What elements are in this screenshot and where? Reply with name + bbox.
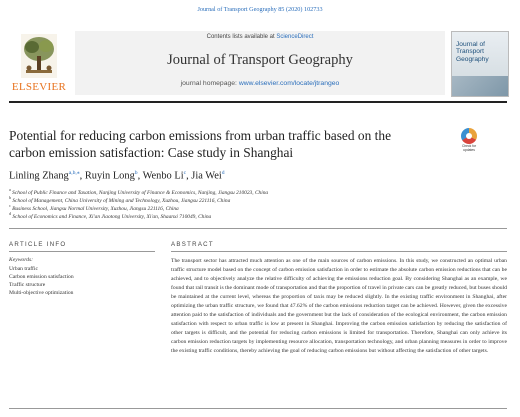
keywords-label: Keywords: <box>9 257 34 263</box>
check-for-updates-button[interactable] <box>458 128 480 154</box>
homepage-prefix: journal homepage: <box>180 80 239 87</box>
journal-info-box <box>75 31 445 95</box>
affiliation-item: $^c$ Business School, Jiangsu Normal University, Xuzhou, Jiangsu 221116, China <box>9 203 179 212</box>
keyword-item: Urban traffic <box>9 266 38 272</box>
contents-prefix: Contents lists available at <box>206 34 277 40</box>
journal-header <box>9 31 507 96</box>
abstract-text: The transport sector has attracted much attention as one of the main sources of carbon emissions. In this study, we constructed an optimal urban traffic structure model based on the concept of carbon emission satisfaction in order to estimate the absolute carbon emission reductions that can be achieved, and to objectively analyze the relative difficulty of achieving the emissions reduction goal. By considering Shanghai as an example, we found that rail transit is the dominant mode of transportation and that the proportion of travel in private cars can be greatly reduced, but buses should be maintained at the current level, whereas the proportion of taxis may be reduced slightly. In the existing traffic environment in Shanghai, after optimizing the urban traffic structure, we found that 47.62% of the carbon emissions reduction target can be achieved. However, given the excessive attention paid to the satisfaction of individuals and the government but the lack of consideration of the ecological environment, the carbon emission satisfaction with respect to urban traffic is low at present in Shanghai. Improving the carbon emission satisfaction by reducing the satisfaction of other targets is difficult, and the potential for reducing carbon emissions is limited for transportation. Therefore, Shanghai can only achieve its carbon emission reduction targets by implementing resource allocation, transportation technology, and urban planning measures in order to improve the existing traffic conditions, thereby achieving the goal of reducing carbon emissions but without affecting the satisfaction of other targets. <box>171 258 507 355</box>
journal-citation[interactable]: Journal of Transport Geography 85 (2020) 102733 <box>197 6 323 13</box>
cover-title-line2: Transport <box>456 48 484 56</box>
author-list: Linling Zhang$^{a,b,⁎}$, Ruyin Long$^b$, Wenbo Li$^c$, Jia Wei$^d$ <box>9 170 225 182</box>
homepage-line <box>75 80 445 87</box>
check-for-updates-label: Check for updates <box>461 144 477 152</box>
author-name[interactable]: Linling Zhang <box>9 170 69 182</box>
cover-title-line1: Journal of <box>456 41 485 48</box>
cover-title-line3: Geography <box>456 55 489 63</box>
author-affiliation-marks[interactable]: a,b,⁎ <box>68 170 80 176</box>
article-info-rule <box>9 251 155 252</box>
elsevier-tree-icon <box>21 34 57 78</box>
keyword-item: Traffic structure <box>9 282 46 288</box>
check-for-updates-icon <box>461 128 477 144</box>
section-divider <box>9 228 507 229</box>
article-info-heading: ARTICLE INFO <box>9 241 67 248</box>
homepage-link[interactable]: www.elsevier.com/locate/jtrangeo <box>238 80 340 87</box>
publisher-name: ELSEVIER <box>11 81 67 93</box>
affiliation-item: $^a$ School of Public Finance and Taxation, Nanjing University of Finance & Economics, Nanjing, Jiangsu 210023, China <box>9 187 269 196</box>
abstract-rule <box>171 251 507 252</box>
keyword-item: Carbon emission satisfaction <box>9 274 74 280</box>
sciencedirect-link[interactable]: ScienceDirect <box>276 34 314 40</box>
cover-artwork <box>452 76 508 96</box>
keyword-item: Multi-objective optimization <box>9 290 74 296</box>
affiliation-item: $^b$ School of Management, China University of Mining and Technology, Xuzhou, Jiangsu 221116, China <box>9 195 231 204</box>
header-divider <box>9 101 507 103</box>
author-name[interactable]: Wenbo Li <box>142 170 184 182</box>
journal-name: Journal of Transport Geography <box>167 52 353 68</box>
author-affiliation-marks[interactable]: c <box>183 170 187 176</box>
elsevier-logo[interactable] <box>9 31 69 96</box>
journal-cover-image[interactable] <box>451 31 509 97</box>
article-title-line1: Potential for reducing carbon emissions from urban traffic based on the <box>9 128 392 143</box>
author-name[interactable]: Jia Wei <box>191 170 222 182</box>
author-name[interactable]: Ruyin Long <box>84 170 135 182</box>
article-title <box>9 128 429 161</box>
affiliation-item: $^d$ School of Economics and Finance, Xi'an Jiaotong University, Xi'an, Shaanxi 710049, China <box>9 211 212 220</box>
contents-line <box>75 34 445 40</box>
author-affiliation-marks[interactable]: d <box>221 170 225 176</box>
bottom-divider <box>9 408 507 409</box>
abstract-heading: ABSTRACT <box>171 241 214 248</box>
article-title-line2: carbon emission satisfaction: Case study in Shanghai <box>9 144 294 160</box>
cover-title <box>456 41 489 63</box>
author-affiliation-marks[interactable]: b <box>134 170 138 176</box>
